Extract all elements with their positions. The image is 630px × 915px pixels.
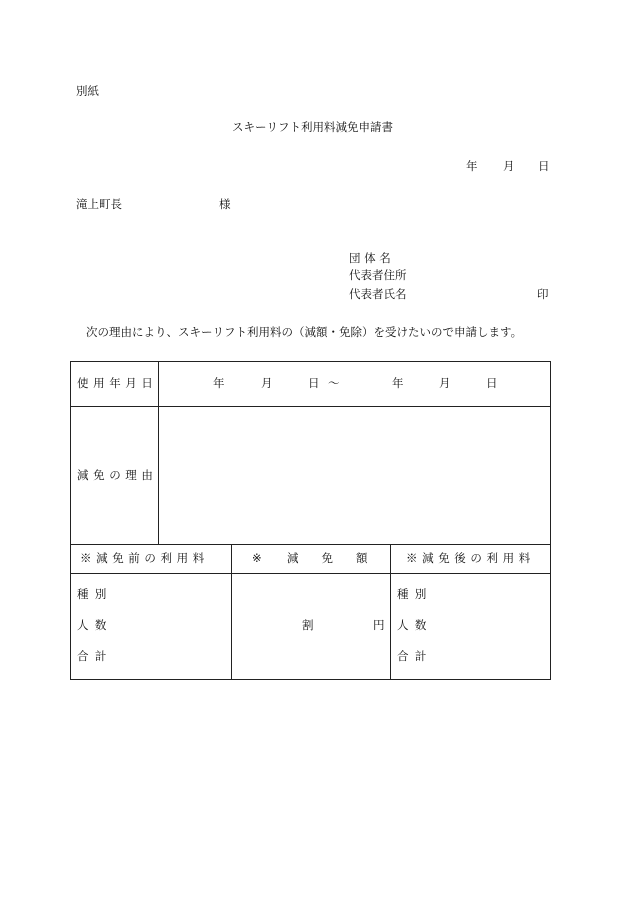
reason-label: 減免の理由 [77,468,158,482]
col-divider [390,544,391,680]
discount-yen-unit: 円 [373,618,385,632]
col-after-header: ※減免後の利用料 [406,551,535,565]
date-year: 年 [466,159,478,173]
applicant-rep-name: 代表者氏名 [349,287,407,301]
date-day: 日 [538,159,550,173]
usage-end-day: 日 [486,376,498,390]
after-people-label: 人数 [397,618,433,632]
usage-start-day: 日 [308,376,320,390]
applicant-rep-address: 代表者住所 [349,268,407,282]
row-divider [70,544,551,545]
before-kind-label: 種別 [77,587,113,601]
date-range-tilde: ～ [328,376,340,390]
document-title: スキーリフト利用料減免申請書 [232,120,393,134]
application-statement: 次の理由により、スキーリフト利用料の（減額・免除）を受けたいので申請します。 [86,325,523,339]
usage-end-year: 年 [392,376,404,390]
col-amount-mark: ※ [252,551,262,565]
usage-end-month: 月 [439,376,451,390]
seal-mark: 印 [537,287,549,301]
before-people-label: 人数 [77,618,113,632]
row-divider [70,573,551,574]
addressee-office: 滝上町長 [76,197,122,211]
attachment-label: 別紙 [76,84,99,98]
row-divider [70,406,551,407]
addressee-honorific: 様 [219,197,231,211]
usage-date-label: 使用年月日 [77,376,158,390]
date-month: 月 [503,159,515,173]
table-border [70,361,551,680]
col-divider [158,361,159,544]
after-kind-label: 種別 [397,587,433,601]
col-amount-header: 減 免 額 [287,551,368,565]
col-before-header: ※減免前の利用料 [80,551,209,565]
after-total-label: 合計 [397,649,433,663]
before-total-label: 合計 [77,649,113,663]
usage-start-year: 年 [213,376,225,390]
col-divider [231,544,232,680]
discount-rate-unit: 割 [302,618,314,632]
applicant-group-name: 団 体 名 [349,251,391,265]
usage-start-month: 月 [261,376,273,390]
